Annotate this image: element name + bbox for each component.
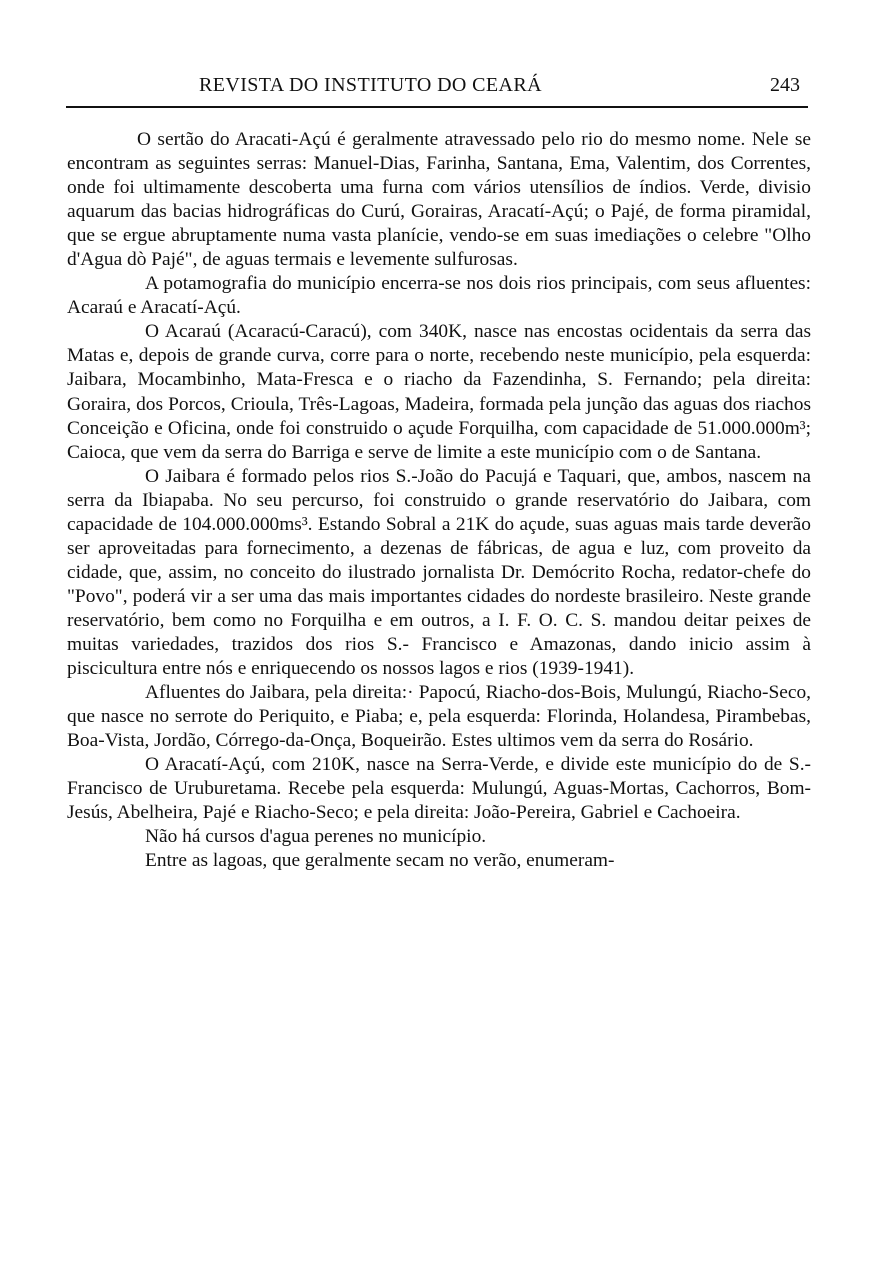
paragraph: Não há cursos d'agua perenes no município. [145,826,487,848]
paragraph: O Jaibara é formado pelos rios S.-João do Pacujá e Taquari, que, ambos, nascem na serra da Ibiapaba. No seu percurso, foi construido o grande reservatório do Jaibara, com capacidade de 104.000.000ms³. Estando Sobral a 21K do açude, suas aguas mais tarde deverão ser aproveitadas para fornecimento, a dezenas de fábricas, de agua e luz, com proveito da cidade, que, assim, no conceito do ilustrado jornalista Dr. Demócrito Rocha, redator-chefe do "Povo", poderá vir a ser uma das mais importantes cidades do nordeste brasileiro. Neste grande reservatório, bem como no Forquilha e em outros, a I. F. O. C. S. mandou deitar peixes de muitas variedades, trazidos dos rios S.- Francisco e Amazonas, dando inicio assim à piscicultura entre nós e enriquecendo os nossos lagos e rios (1939-1941). [67,465,811,680]
page-number: 243 [770,74,800,96]
paragraph: O Aracatí-Açú, com 210K, nasce na Serra-Verde, e divide este município do de S.-Francisco de Uruburetama. Recebe pela esquerda: Mulungú, Aguas-Mortas, Cachorros, Bom-Jesús, Abelheira, Pajé e Riacho-Seco; e pela direita: João-Pereira, Gabriel e Cachoeira. [67,754,811,824]
paragraph: A potamografia do município encerra-se nos dois rios principais, com seus afluentes: Acaraú e Aracatí-Açú. [67,273,811,319]
page-header [66,72,808,108]
paragraph: Afluentes do Jaibara, pela direita:· Papocú, Riacho-dos-Bois, Mulungú, Riacho-Seco, que nasce no serrote do Periquito, e Piaba; e, pela esquerda: Florinda, Holandesa, Pirambebas, Boa-Vista, Jordão, Córrego-da-Onça, Boqueirão. Estes ultimos vem da serra do Rosário. [67,682,811,752]
paragraph: Entre as lagoas, que geralmente secam no verão, enumeram- [145,850,615,872]
paragraph: O Acaraú (Acaracú-Caracú), com 340K, nasce nas encostas ocidentais da serra das Matas e, depois de grande curva, corre para o norte, recebendo neste município, pela esquerda: Jaibara, Mocambinho, Mata-Fresca e o riacho da Fazendinha, S. Fernando; pela direita: Goraira, dos Porcos, Crioula, Três-Lagoas, Madeira, formada pela junção das aguas dos riachos Conceição e Oficina, onde foi construido o açude Forquilha, com capacidade de 51.000.000m³; Caioca, que vem da serra do Barriga e serve de limite a este município com o de Santana. [67,321,811,463]
body-text [67,128,811,873]
paragraph: O sertão do Aracati-Açú é geralmente atravessado pelo rio do mesmo nome. Nele se encontram as seguintes serras: Manuel-Dias, Farinha, Santana, Ema, Valentim, dos Correntes, onde foi ultimamente descoberta uma furna com vários utensílios de índios. Verde, divisio aquarum das bacias hidrográficas do Curú, Gorairas, Aracatí-Açú; o Pajé, de forma piramidal, que se ergue abruptamente numa vasta planície, vendo-se em suas imediações o celebre "Olho d'Agua dò Pajé", de aguas termais e levemente sulfurosas. [67,129,811,271]
running-title: REVISTA DO INSTITUTO DO CEARÁ [199,74,542,96]
